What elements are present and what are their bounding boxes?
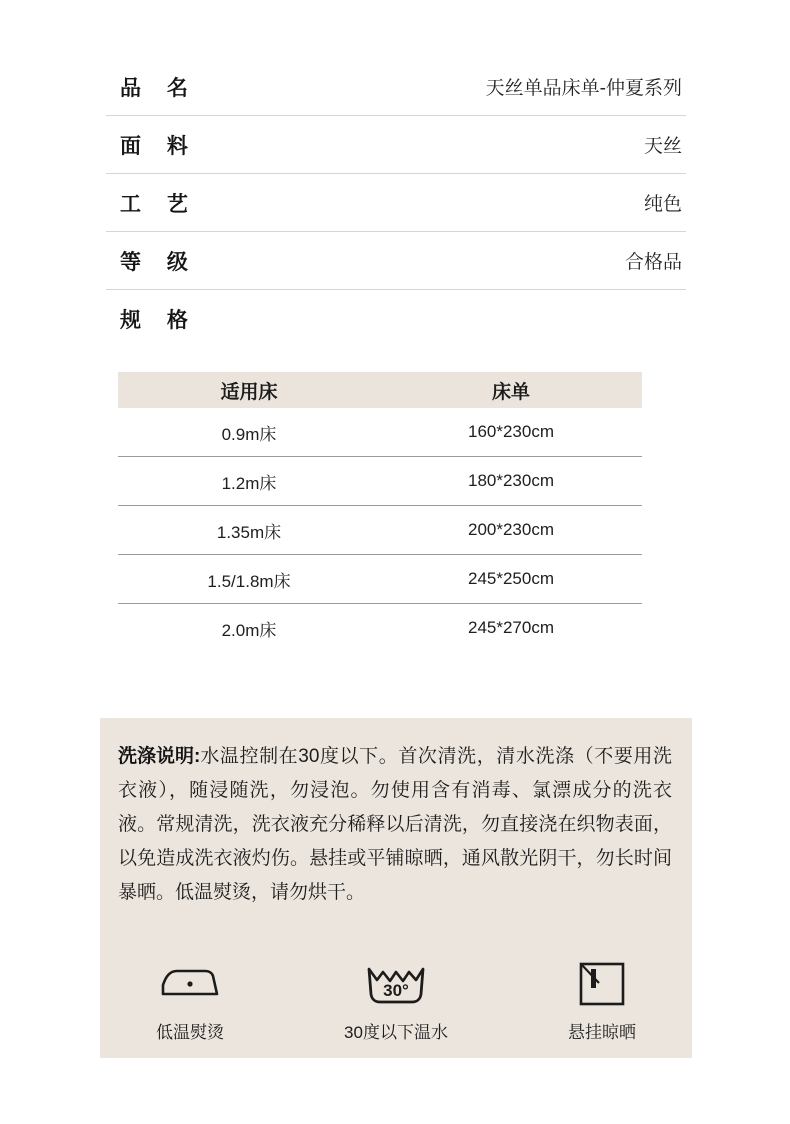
wash-care-text-wrap: [106, 740, 684, 910]
spec-row: [106, 116, 686, 174]
table-row: [118, 604, 642, 652]
care-icon-caption: 低温熨烫: [156, 1023, 224, 1042]
size-table-cell: 2.0m床: [221, 620, 277, 640]
spec-value: 合格品: [624, 252, 682, 273]
wash-care-body: 水温控制在30度以下。首次清洗，清水洗涤（不要用洗衣液），随浸随洗，勿浸泡。勿使用含有消毒、氯漂成分的洗衣液。常规清洗，洗衣液充分稀释以后清洗，勿直接浇在织物表面，以免造成洗衣液灼伤。悬挂或平铺晾晒，通风散光阴干，勿长时间暴晒。低温熨烫，请勿烘干。: [118, 746, 672, 903]
hang-dry-icon: [577, 956, 627, 1012]
spec-label: 品 名: [120, 76, 198, 100]
size-table: [118, 372, 642, 652]
care-icon-caption: 悬挂晾晒: [568, 1023, 636, 1042]
spec-row: [106, 174, 686, 232]
size-table-cell: 160*230cm: [467, 422, 554, 441]
size-table-cell: 245*270cm: [467, 618, 554, 637]
spec-label: 面 料: [120, 134, 198, 158]
size-table-cell: 0.9m床: [221, 424, 277, 444]
spec-label: 规 格: [120, 308, 198, 332]
spec-value: 天丝: [643, 136, 682, 157]
table-row: [118, 408, 642, 457]
care-icon-item: [527, 956, 677, 1043]
spec-row: [106, 290, 686, 347]
spec-list: [106, 58, 686, 347]
size-table-header: [118, 372, 642, 408]
size-table-cell: 1.5/1.8m床: [207, 571, 291, 591]
spec-label: 等 级: [120, 250, 198, 274]
svg-text:30°: 30°: [383, 981, 409, 1000]
size-table-header-cell: 床单: [491, 381, 530, 403]
size-table-cell: 180*230cm: [467, 471, 554, 490]
table-row: [118, 555, 642, 604]
size-table-cell: 1.2m床: [221, 473, 277, 493]
spec-value: 天丝单品床单-仲夏系列: [485, 78, 682, 99]
care-icons-row: [100, 956, 692, 1043]
spec-row: [106, 232, 686, 290]
wash-care-title: 洗涤说明:: [118, 746, 201, 767]
iron-low-temp-icon: [159, 956, 221, 1012]
care-icon-item: [321, 956, 471, 1043]
spec-row: [106, 58, 686, 116]
size-table-cell: 245*250cm: [467, 569, 554, 588]
table-row: [118, 506, 642, 555]
spec-value: 纯色: [643, 194, 682, 215]
size-table-cell: 200*230cm: [467, 520, 554, 539]
size-table-header-cell: 适用床: [220, 381, 278, 403]
care-icon-item: [115, 956, 265, 1043]
wash-care-block: [100, 718, 692, 1058]
wash-30-degree-icon: [363, 956, 429, 1012]
size-table-cell: 1.35m床: [216, 522, 282, 542]
table-row: [118, 457, 642, 506]
spec-label: 工 艺: [120, 192, 198, 216]
care-icon-caption: 30度以下温水: [344, 1023, 448, 1042]
